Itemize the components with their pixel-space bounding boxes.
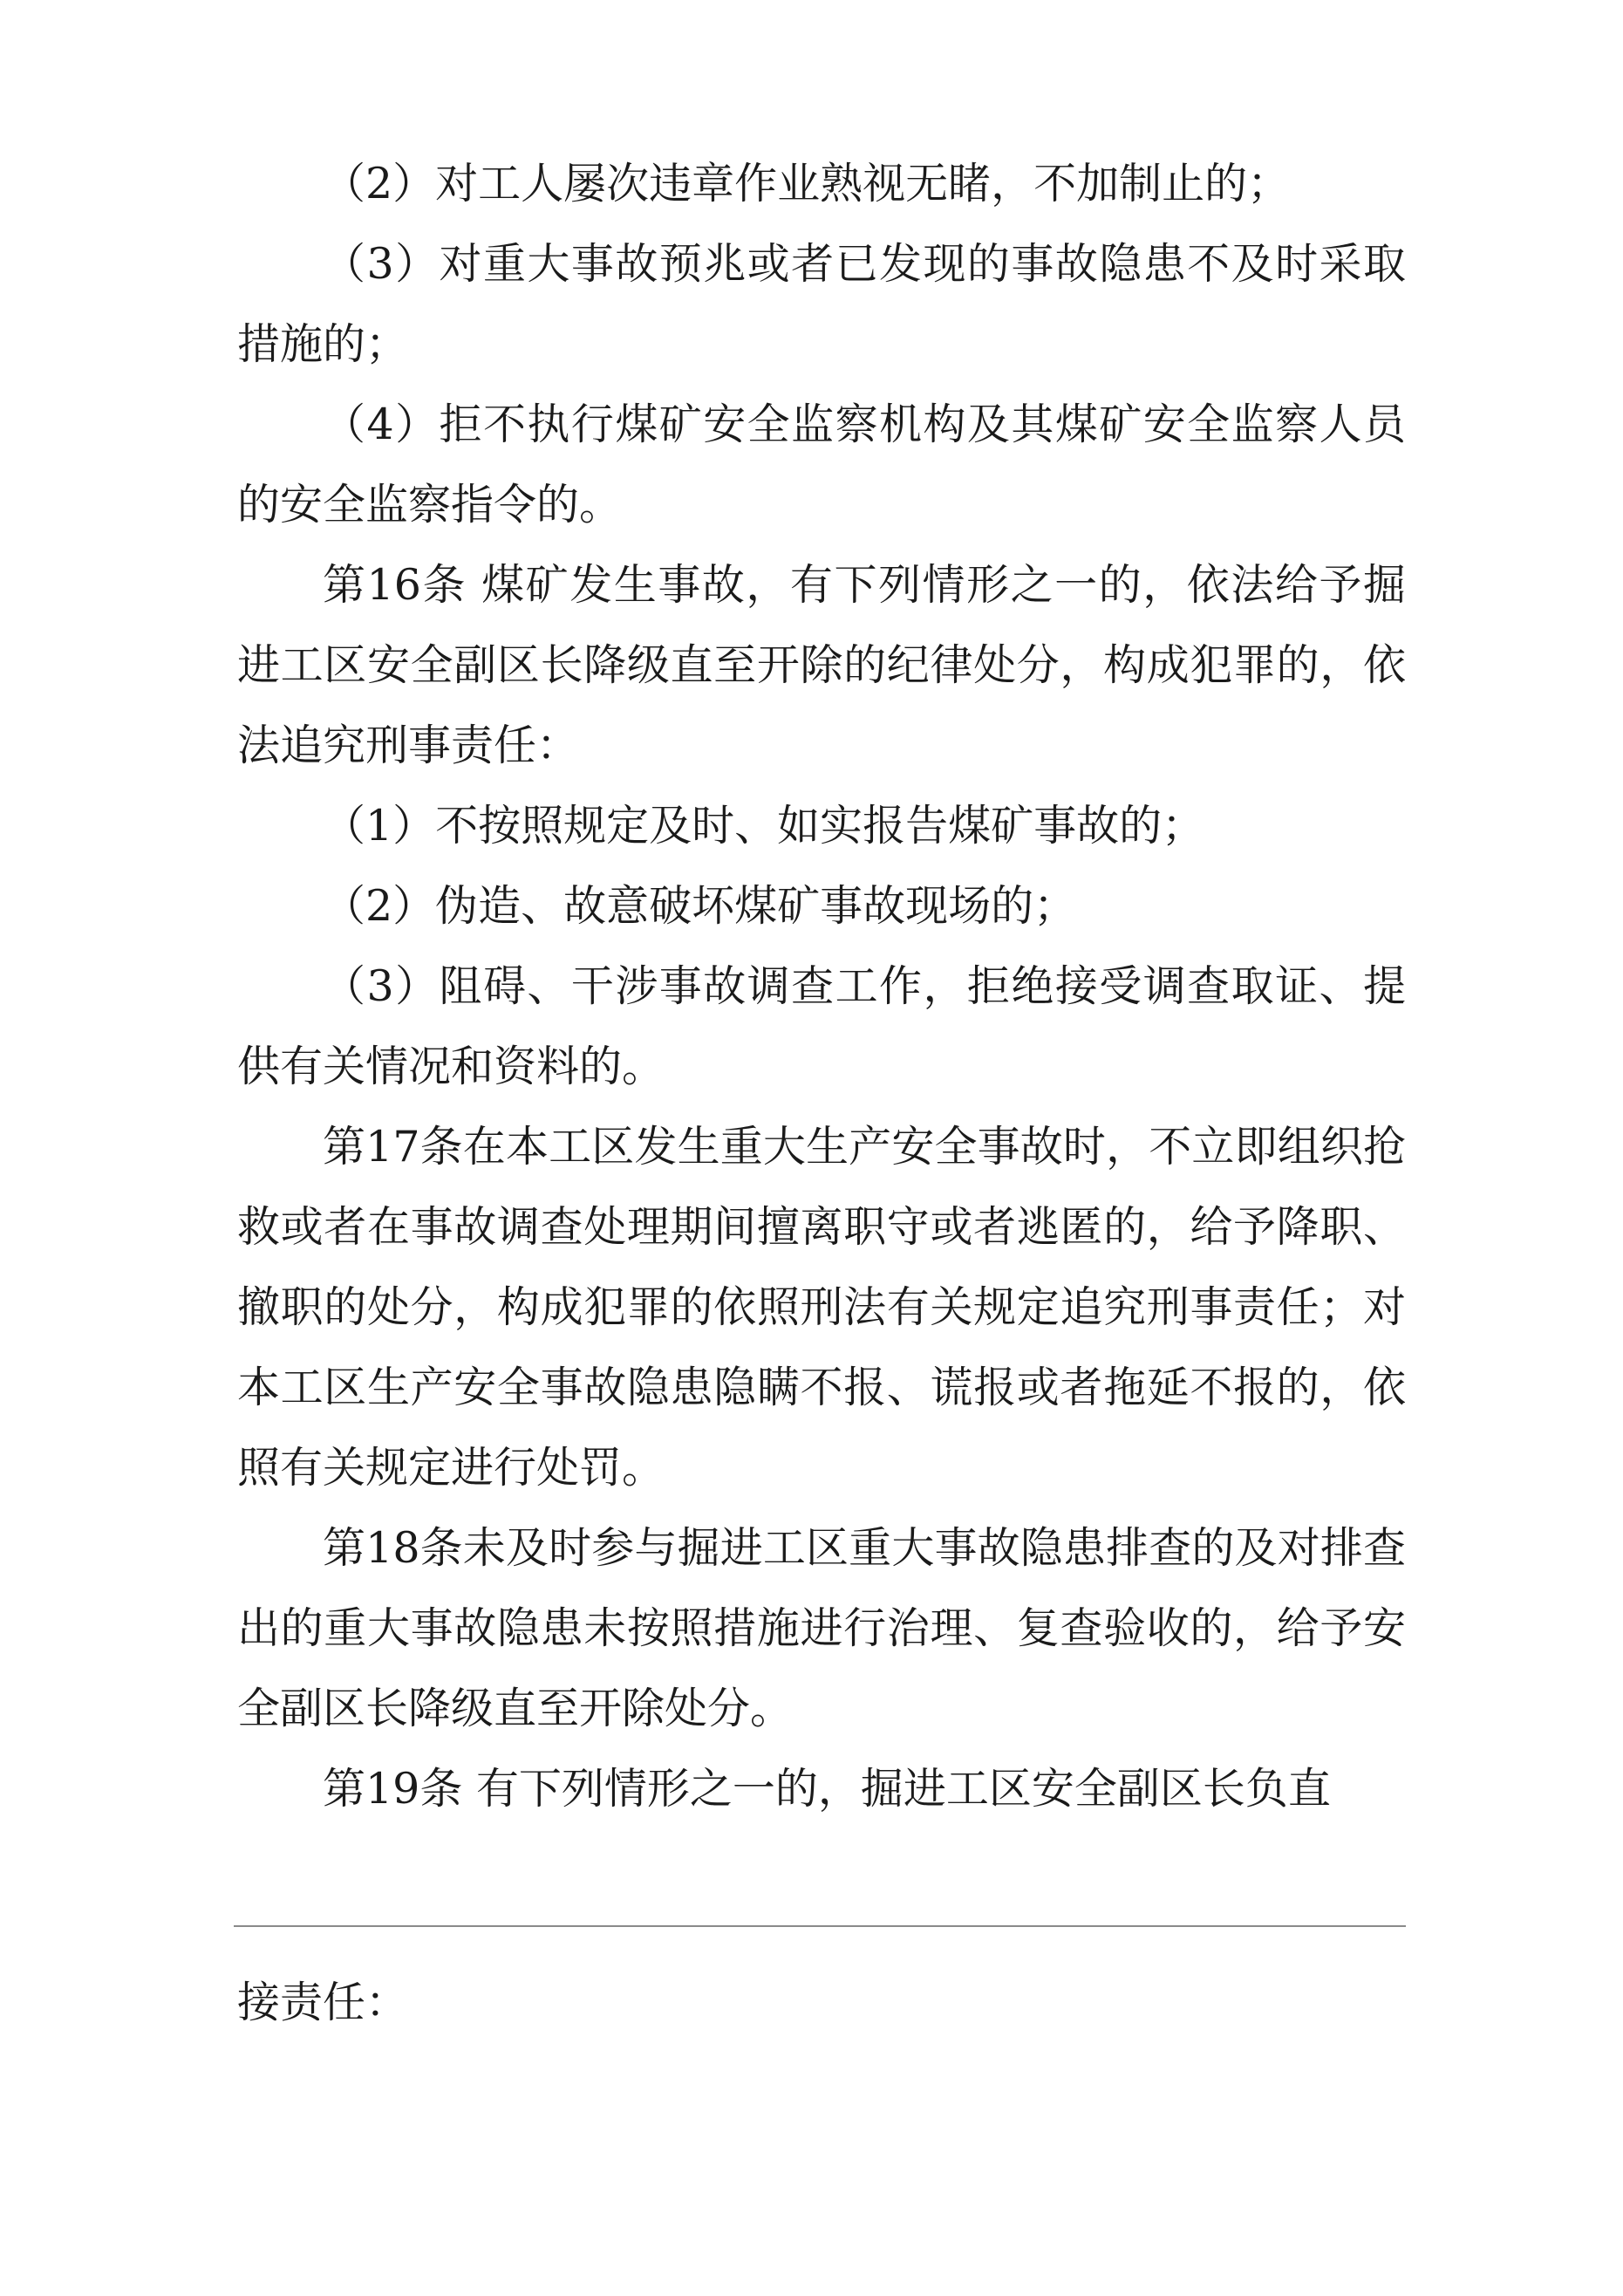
document-body (237, 144, 1406, 1829)
article-16-item-1: （1）不按照规定及时、如实报告煤矿事故的； (323, 801, 1205, 851)
page-divider (234, 1925, 1406, 1927)
article-18: 第18条未及时参与掘进工区重大事故隐患排查的及对排查出的重大事故隐患未按照措施进行治理、复查验收的，给予安全副区长降级直至开除处分。 (237, 1523, 1406, 1733)
article-16: 第16条 煤矿发生事故，有下列情形之一的，依法给予掘进工区安全副区长降级直至开除的纪律处分，构成犯罪的，依法追究刑事责任： (237, 560, 1406, 770)
paragraph-item-3: （3）对重大事故预兆或者已发现的事故隐患不及时采取措施的； (237, 239, 1406, 369)
paragraph-item-2: （2）对工人屡次违章作业熟视无睹，不加制止的； (323, 159, 1291, 208)
article-19: 第19条 有下列情形之一的，掘进工区安全副区长负直 (323, 1764, 1331, 1814)
article-16-item-3: （3）阻碍、干涉事故调查工作，拒绝接受调查取证、提供有关情况和资料的。 (237, 961, 1406, 1091)
article-16-item-2: （2）伪造、故意破坏煤矿事故现场的； (323, 881, 1077, 931)
paragraph-item-4: （4）拒不执行煤矿安全监察机构及其煤矿安全监察人员的安全监察指令的。 (237, 400, 1406, 530)
continuation-text: 接责任： (237, 1978, 409, 2027)
article-17: 第17条在本工区发生重大生产安全事故时，不立即组织抢救或者在事故调查处理期间擅离职守或者逃匿的，给予降职、撤职的处分，构成犯罪的依照刑法有关规定追究刑事责任；对本工区生产安全事故隐患隐瞒不报、谎报或者拖延不报的，依照有关规定进行处罚。 (237, 1122, 1406, 1493)
